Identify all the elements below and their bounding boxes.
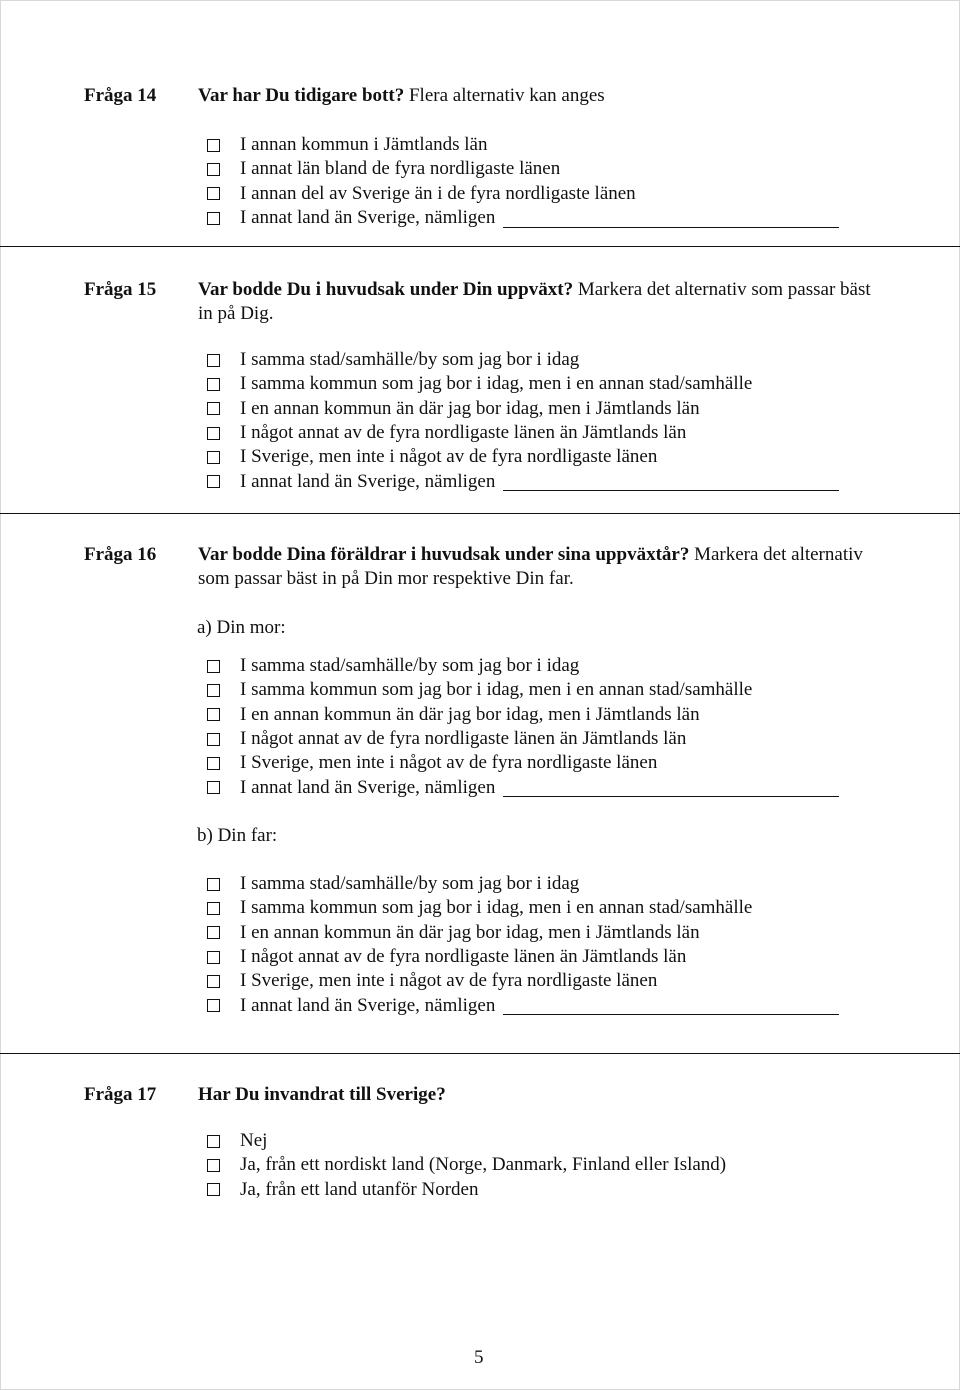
q15-option[interactable] (207, 445, 839, 469)
question-17-bold: Har Du invandrat till Sverige? (198, 1084, 446, 1105)
checkbox[interactable] (207, 975, 220, 988)
father-label: b) Din far: (197, 825, 278, 846)
option-label: Nej (240, 1130, 268, 1152)
checkbox[interactable] (207, 1135, 220, 1148)
question-16-instruction: Markera det alternativ som passar bäst in på Din mor respektive Din far. (198, 544, 863, 589)
fill-in-line[interactable] (503, 209, 839, 228)
option-label: I samma kommun som jag bor i idag, men i en annan stad/samhälle (240, 373, 753, 395)
q16-mother-option[interactable] (207, 727, 839, 751)
checkbox[interactable] (207, 708, 220, 721)
option-label: I samma stad/samhälle/by som jag bor i idag (240, 655, 580, 677)
checkbox[interactable] (207, 1183, 220, 1196)
option-label: I en annan kommun än där jag bor idag, men i Jämtlands län (240, 703, 700, 725)
option-label: I annat land än Sverige, nämligen (240, 207, 496, 229)
option-label: I annat land än Sverige, nämligen (240, 776, 496, 798)
q14-option[interactable] (207, 182, 839, 206)
checkbox[interactable] (207, 212, 220, 225)
page-number: 5 (474, 1347, 484, 1368)
q16-father-option[interactable] (207, 896, 839, 920)
fill-in-line[interactable] (503, 996, 839, 1015)
option-label: I Sverige, men inte i något av de fyra nordligaste länen (240, 446, 658, 468)
section-divider (0, 1053, 960, 1054)
checkbox[interactable] (207, 684, 220, 697)
option-label: I något annat av de fyra nordligaste länen än Jämtlands län (240, 422, 687, 444)
checkbox[interactable] (207, 1159, 220, 1172)
question-15-bold: Var bodde Du i huvudsak under Din uppväxt? (198, 279, 574, 300)
option-label: I samma stad/samhälle/by som jag bor i idag (240, 873, 580, 895)
q14-option[interactable] (207, 157, 839, 181)
question-16-text (198, 543, 878, 591)
checkbox[interactable] (207, 451, 220, 464)
question-16-father-options (207, 872, 839, 1018)
checkbox[interactable] (207, 163, 220, 176)
question-14-label: Fråga 14 (84, 85, 157, 106)
option-label: Ja, från ett land utanför Norden (240, 1178, 479, 1200)
checkbox[interactable] (207, 660, 220, 673)
q14-option[interactable] (207, 206, 839, 230)
q16-father-option[interactable] (207, 872, 839, 896)
checkbox[interactable] (207, 475, 220, 488)
option-label: I samma kommun som jag bor i idag, men i en annan stad/samhälle (240, 897, 753, 919)
question-14-options (207, 133, 839, 230)
question-14-text (198, 84, 878, 108)
option-label: I en annan kommun än där jag bor idag, men i Jämtlands län (240, 397, 700, 419)
option-label: I annan del av Sverige än i de fyra nordligaste länen (240, 182, 636, 204)
option-label: I samma kommun som jag bor i idag, men i en annan stad/samhälle (240, 679, 753, 701)
option-label: I något annat av de fyra nordligaste länen än Jämtlands län (240, 946, 687, 968)
question-15-instruction: Markera det alternativ som passar bäst in på Dig. (198, 279, 871, 324)
option-label: I en annan kommun än där jag bor idag, men i Jämtlands län (240, 921, 700, 943)
question-16-bold: Var bodde Dina föräldrar i huvudsak under sina uppväxtår? (198, 544, 690, 565)
checkbox[interactable] (207, 378, 220, 391)
q16-father-option[interactable] (207, 945, 839, 969)
section-divider (0, 246, 960, 247)
q16-mother-option[interactable] (207, 775, 839, 799)
option-label: I Sverige, men inte i något av de fyra nordligaste länen (240, 752, 658, 774)
q16-father-option[interactable] (207, 921, 839, 945)
question-15-text (198, 278, 878, 326)
q16-mother-option[interactable] (207, 654, 839, 678)
checkbox[interactable] (207, 733, 220, 746)
q14-option[interactable] (207, 133, 839, 157)
fill-in-line[interactable] (503, 472, 839, 491)
q15-option[interactable] (207, 469, 839, 493)
fill-in-line[interactable] (503, 778, 839, 797)
checkbox[interactable] (207, 902, 220, 915)
checkbox[interactable] (207, 427, 220, 440)
q16-mother-option[interactable] (207, 678, 839, 702)
q17-option[interactable] (207, 1178, 726, 1202)
q17-option[interactable] (207, 1153, 726, 1177)
question-17-text (198, 1083, 878, 1107)
question-16-label: Fråga 16 (84, 544, 157, 565)
option-label: Ja, från ett nordiskt land (Norge, Danmark, Finland eller Island) (240, 1154, 727, 1176)
question-16-mother-options (207, 654, 839, 800)
checkbox[interactable] (207, 951, 220, 964)
option-label: I något annat av de fyra nordligaste länen än Jämtlands län (240, 728, 687, 750)
section-divider (0, 513, 960, 514)
question-14-bold: Var har Du tidigare bott? (198, 85, 405, 106)
q16-father-option[interactable] (207, 993, 839, 1017)
option-label: I Sverige, men inte i något av de fyra nordligaste länen (240, 970, 658, 992)
checkbox[interactable] (207, 139, 220, 152)
q16-mother-option[interactable] (207, 703, 839, 727)
q15-option[interactable] (207, 421, 839, 445)
checkbox[interactable] (207, 926, 220, 939)
q16-father-option[interactable] (207, 969, 839, 993)
checkbox[interactable] (207, 757, 220, 770)
question-15-label: Fråga 15 (84, 279, 157, 300)
option-label: I annat land än Sverige, nämligen (240, 470, 496, 492)
checkbox[interactable] (207, 781, 220, 794)
mother-label: a) Din mor: (197, 617, 286, 638)
checkbox[interactable] (207, 402, 220, 415)
checkbox[interactable] (207, 187, 220, 200)
q15-option[interactable] (207, 372, 839, 396)
checkbox[interactable] (207, 354, 220, 367)
q15-option[interactable] (207, 348, 839, 372)
q17-option[interactable] (207, 1129, 726, 1153)
option-label: I samma stad/samhälle/by som jag bor i idag (240, 349, 580, 371)
question-17-options (207, 1129, 726, 1202)
q15-option[interactable] (207, 397, 839, 421)
question-14-instruction: Flera alternativ kan anges (404, 85, 605, 106)
checkbox[interactable] (207, 878, 220, 891)
option-label: I annan kommun i Jämtlands län (240, 134, 488, 156)
q16-mother-option[interactable] (207, 751, 839, 775)
question-15-options (207, 348, 839, 494)
checkbox[interactable] (207, 999, 220, 1012)
option-label: I annat land än Sverige, nämligen (240, 994, 496, 1016)
option-label: I annat län bland de fyra nordligaste länen (240, 158, 561, 180)
question-17-label: Fråga 17 (84, 1084, 157, 1105)
